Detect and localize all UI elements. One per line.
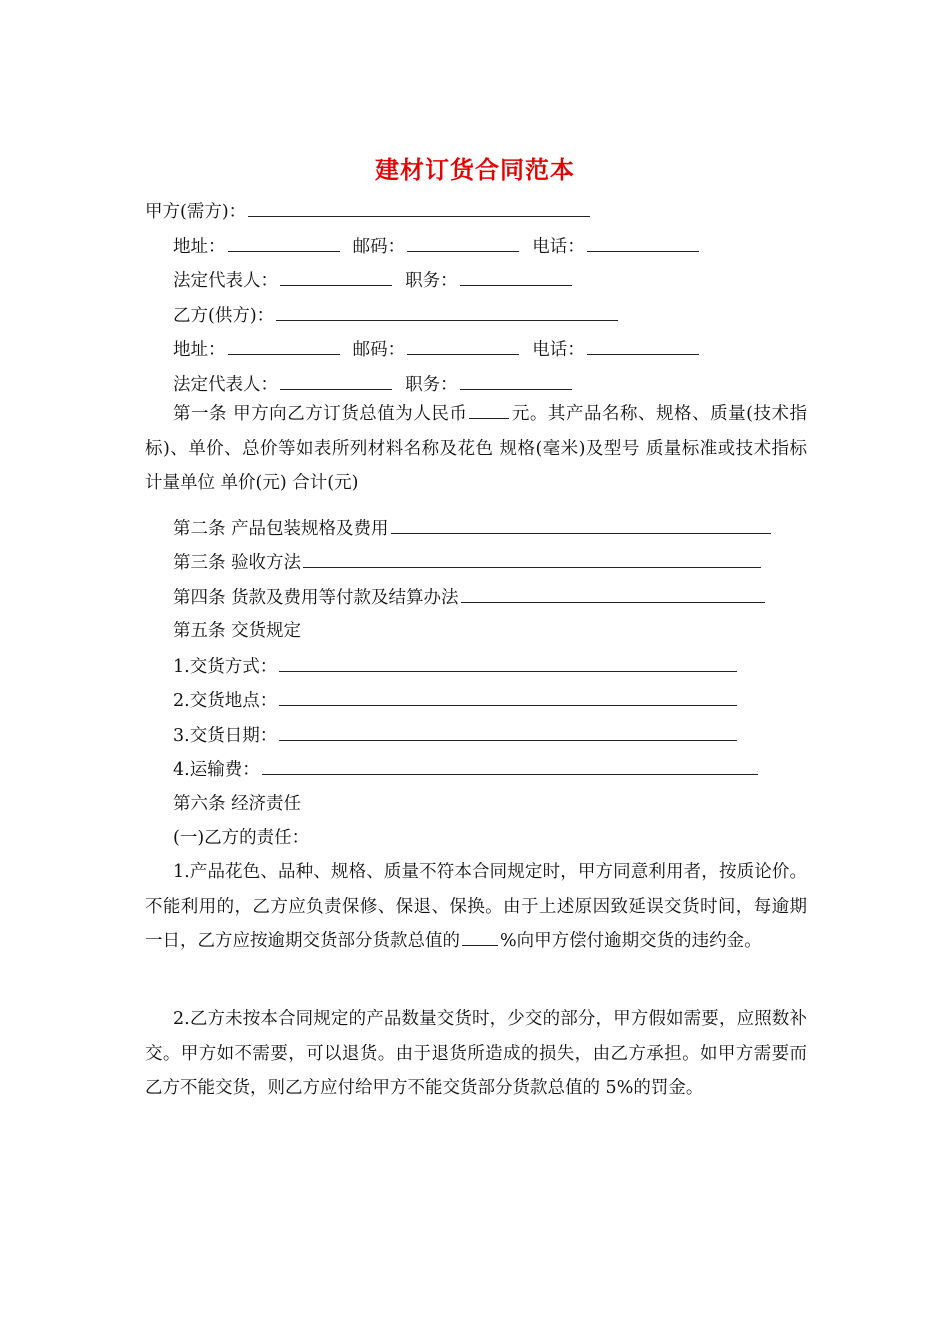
article-1-text-before: 第一条 甲方向乙方订货总值为人民币 (173, 404, 468, 424)
article-2: 第二条 产品包装规格及费用 (173, 519, 389, 539)
delivery-method-blank[interactable] (279, 654, 737, 672)
party-b-rep-line (173, 372, 574, 397)
party-a-position-blank[interactable] (460, 268, 572, 286)
delivery-date-line (173, 723, 739, 748)
party-a-rep-line (173, 268, 574, 293)
article-1 (145, 397, 807, 501)
article-5-heading: 第五条 交货规定 (173, 621, 302, 641)
delivery-date-blank[interactable] (279, 723, 737, 741)
article-2-line (173, 516, 773, 541)
party-b-address-blank[interactable] (228, 337, 340, 355)
party-a-postcode-blank[interactable] (407, 234, 519, 252)
party-b-label: 乙方(供方)： (173, 306, 275, 326)
delivery-method-line (173, 654, 739, 679)
party-b-line (173, 303, 620, 328)
party-a-line (145, 199, 592, 224)
party-a-rep-label: 法定代表人： (173, 271, 278, 291)
party-a-postcode-label: 邮码： (352, 237, 406, 257)
penalty-percent-blank[interactable] (462, 928, 498, 946)
party-b-rep-label: 法定代表人： (173, 375, 278, 395)
delivery-date-label: 3.交货日期： (173, 726, 278, 746)
clause-1-text-before: 1.产品花色、品种、规格、质量不符本合同规定时，甲方同意利用者，按质论价。不能利用的，乙方应负责保修、保退、保换。由于上述原因致延误交货时间，每逾期一日，乙方应按逾期交货部分货款总值的 (145, 862, 807, 951)
article-3: 第三条 验收方法 (173, 553, 302, 573)
party-b-phone-label: 电话： (532, 340, 585, 360)
transport-fee-label: 4.运输费： (173, 760, 260, 780)
article-1-text-after: 元。其产品名称、规格、质量(技术指标)、单价、总价等如表所列材料名称及花色 规格(毫米)及型号 质量标准或技术指标 计量单位 单价(元) 合计(元) (145, 404, 808, 493)
party-a-address-label: 地址： (173, 237, 226, 257)
article-4: 第四条 货款及费用等付款及结算办法 (173, 588, 459, 608)
party-b-postcode-blank[interactable] (407, 337, 519, 355)
transport-fee-blank[interactable] (262, 757, 758, 775)
party-a-contact-line (173, 234, 701, 259)
party-b-duty-heading: (一)乙方的责任： (173, 828, 310, 848)
clause-2: 2.乙方未按本合同规定的产品数量交货时，少交的部分，甲方假如需要，应照数补交。甲方如不需要，可以退货。由于退货所造成的损失，由乙方承担。如甲方需要而乙方不能交货，则乙方应付给甲方不能交货部分货款总值的 5%的罚金。 (145, 1009, 807, 1098)
delivery-location-label: 2.交货地点： (173, 691, 278, 711)
party-b-rep-blank[interactable] (280, 372, 392, 390)
party-b-position-blank[interactable] (460, 372, 572, 390)
transport-fee-line (173, 757, 760, 782)
party-a-blank[interactable] (248, 199, 590, 217)
party-b-position-label: 职务： (405, 375, 458, 395)
party-a-address-blank[interactable] (228, 234, 340, 252)
delivery-method-label: 1.交货方式： (173, 657, 278, 677)
party-b-phone-blank[interactable] (587, 337, 699, 355)
party-a-phone-label: 电话： (532, 237, 585, 257)
party-a-position-label: 职务： (405, 271, 458, 291)
clause-1-text-after: %向甲方偿付逾期交货的违约金。 (500, 931, 762, 951)
document-title: 建材订货合同范本 (375, 155, 575, 184)
party-a-phone-blank[interactable] (587, 234, 699, 252)
delivery-location-line (173, 688, 739, 713)
article-4-blank[interactable] (461, 585, 765, 603)
article-6-heading: 第六条 经济责任 (173, 794, 302, 814)
party-a-label: 甲方(需方)： (145, 202, 247, 222)
party-b-address-label: 地址： (173, 340, 226, 360)
clause-1 (145, 855, 807, 959)
party-b-contact-line (173, 337, 701, 362)
delivery-location-blank[interactable] (279, 688, 737, 706)
party-a-rep-blank[interactable] (280, 268, 392, 286)
article-4-line (173, 585, 767, 610)
party-b-postcode-label: 邮码： (352, 340, 406, 360)
article-2-blank[interactable] (391, 516, 771, 534)
party-b-blank[interactable] (276, 303, 618, 321)
article-3-line (173, 550, 763, 575)
total-value-blank[interactable] (469, 401, 509, 419)
article-3-blank[interactable] (303, 550, 761, 568)
